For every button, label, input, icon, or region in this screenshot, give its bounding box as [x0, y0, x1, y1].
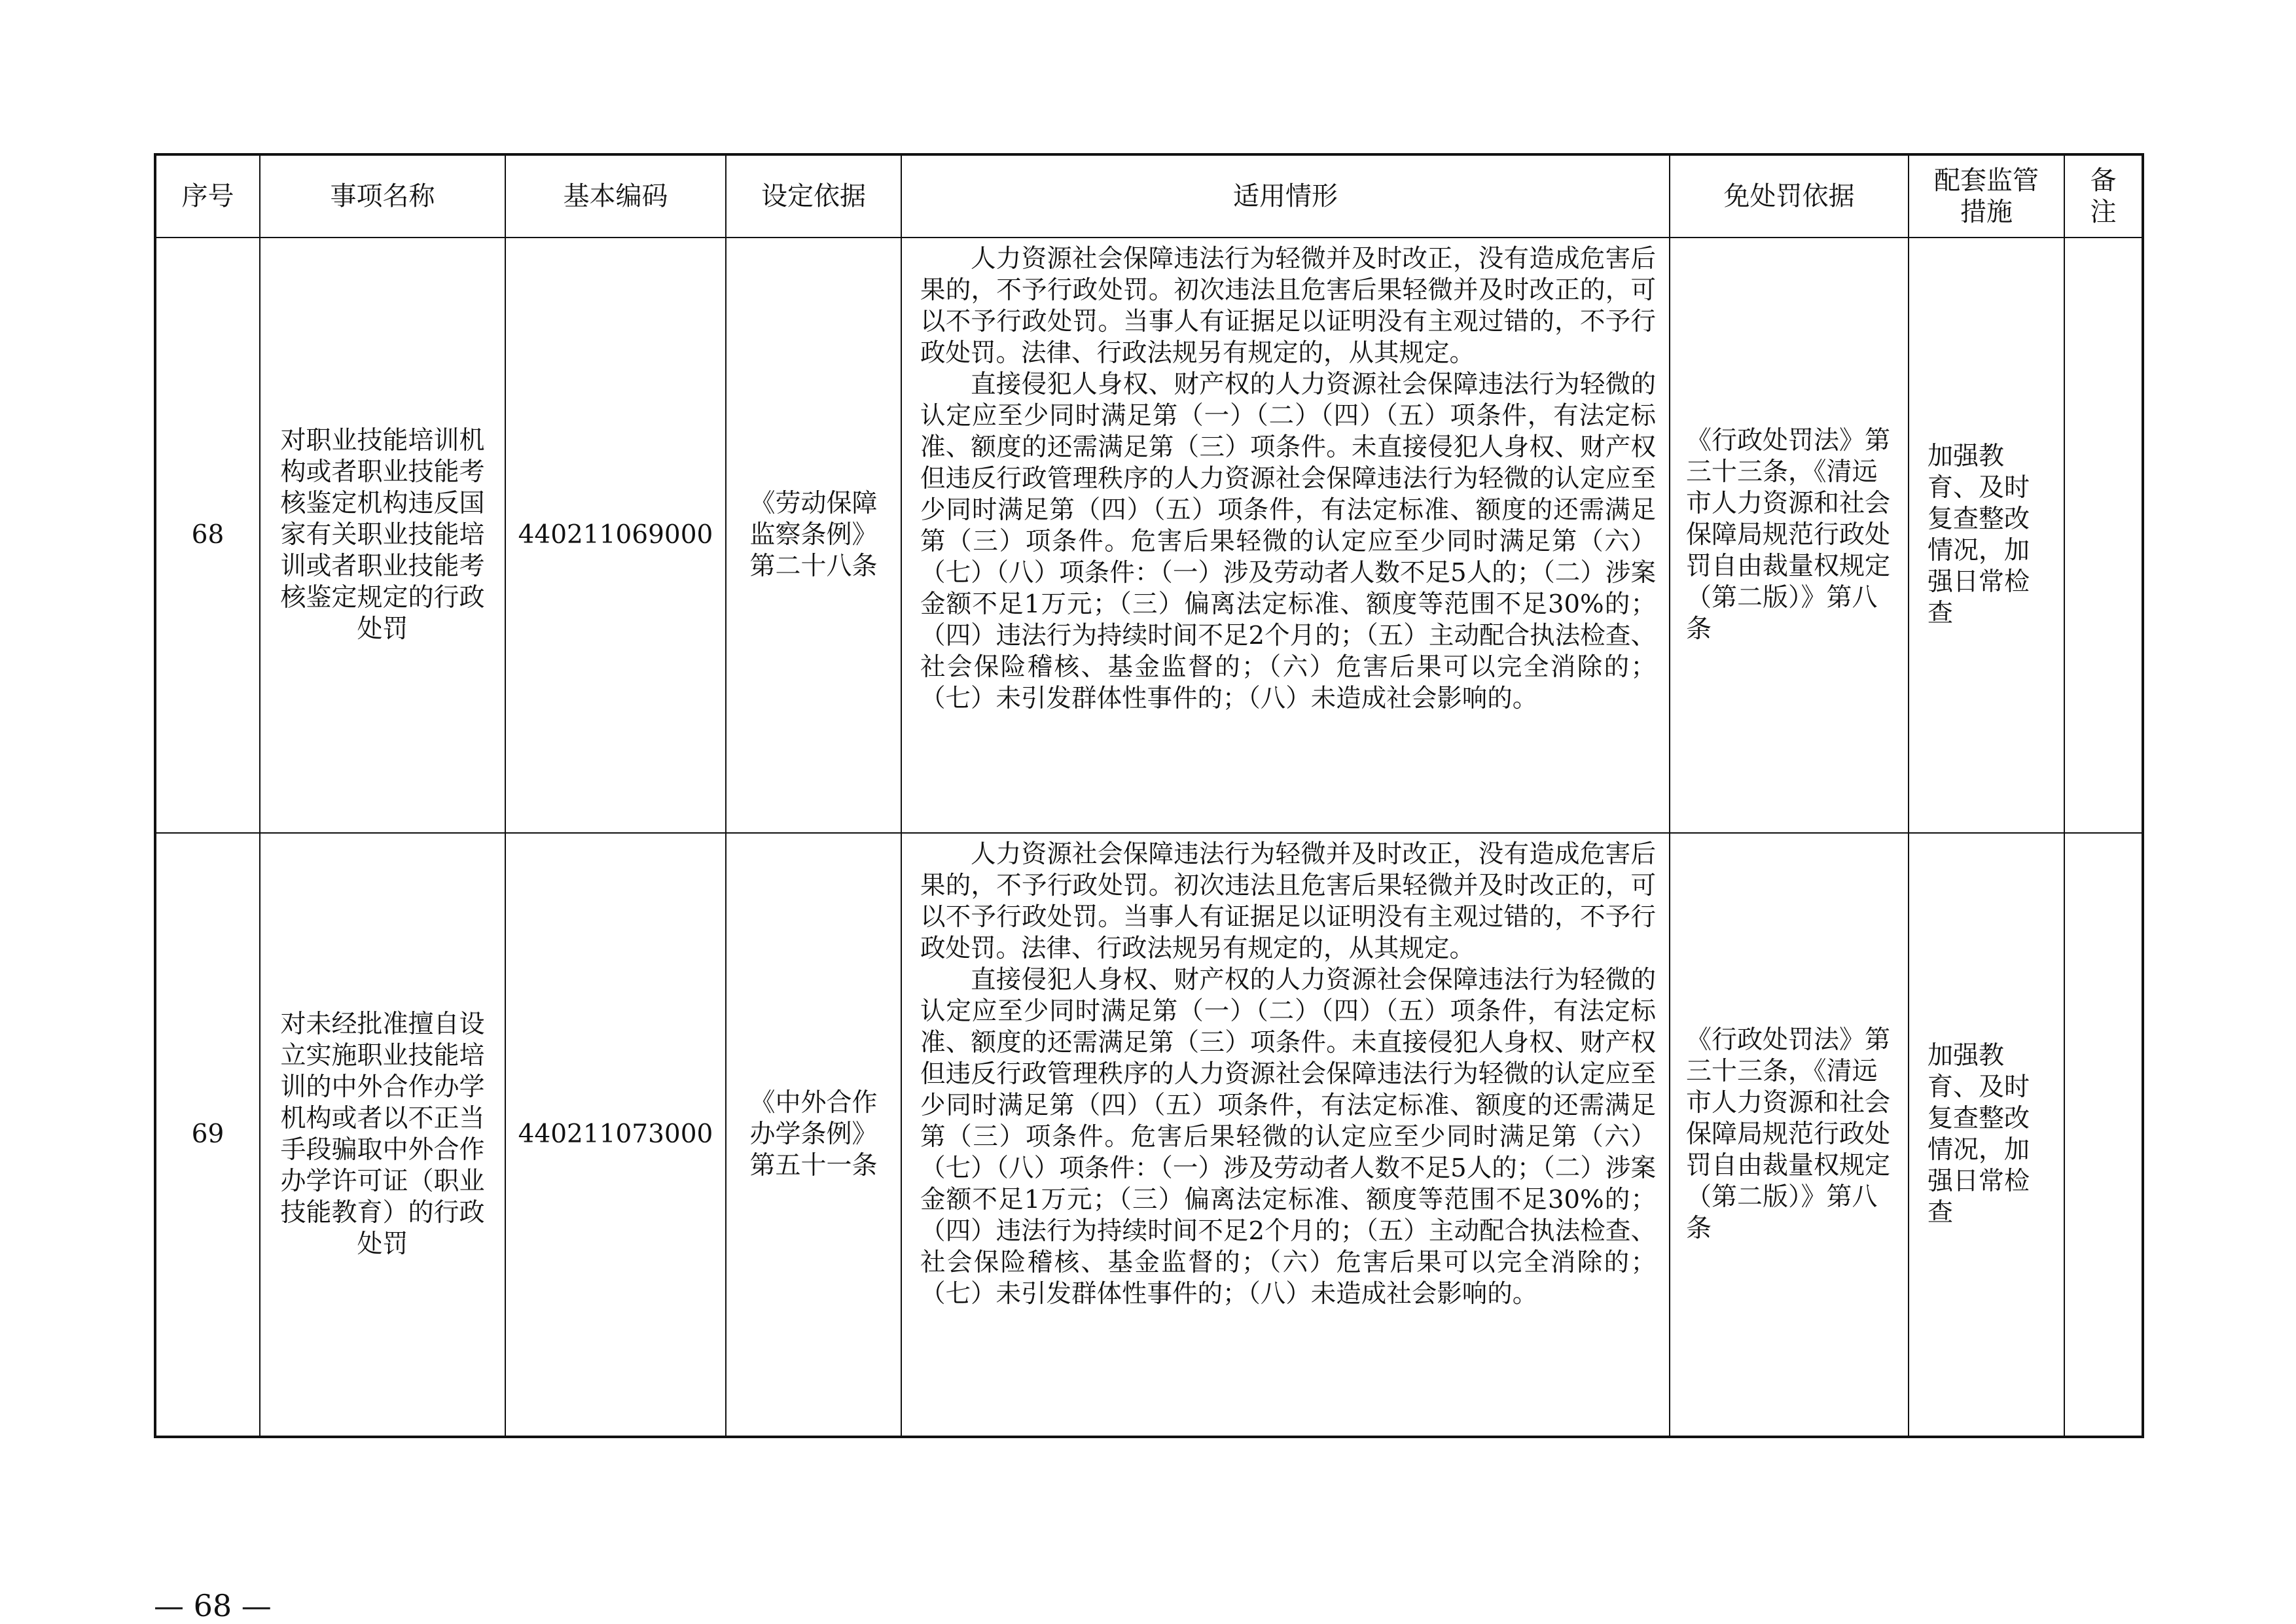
- row-exemption: 《行政处罚法》第三十三条，《清远市人力资源和社会保障局规范行政处罚自由裁量权规定（第二版）》第八条: [1670, 238, 1909, 833]
- conditions-paragraph-1: 人力资源社会保障违法行为轻微并及时改正，没有造成危害后果的，不予行政处罚。初次违法且危害后果轻微并及时改正的，可以不予行政处罚。当事人有证据足以证明没有主观过错的，不予行政处罚。法律、行政法规另有规定的，从其规定。: [920, 839, 1656, 963]
- col-header-conditions: 适用情形: [901, 154, 1670, 238]
- row-notes: [2064, 833, 2143, 1437]
- col-header-basis: 设定依据: [726, 154, 901, 238]
- row-seq: 69: [155, 833, 260, 1437]
- col-header-code: 基本编码: [505, 154, 726, 238]
- regulation-table-container: [154, 153, 2144, 1438]
- row-code: 440211069000: [505, 238, 726, 833]
- row-basis: 《劳动保障监察条例》第二十八条: [726, 238, 901, 833]
- row-measures: 加强教育、及时复查整改情况，加强日常检查: [1909, 238, 2064, 833]
- page-number: — 68 —: [154, 1588, 272, 1623]
- conditions-paragraph-2: 直接侵犯人身权、财产权的人力资源社会保障违法行为轻微的认定应至少同时满足第（一）（二）（四）（五）项条件，有法定标准、额度的还需满足第（三）项条件。未直接侵犯人身权、财产权但违反行政管理秩序的人力资源社会保障违法行为轻微的认定应至少同时满足第（四）（五）项条件，有法定标准、额度的还需满足第（三）项条件。危害后果轻微的认定应至少同时满足第（六）（七）（八）项条件：（一）涉及劳动者人数不足5人的；（二）涉案金额不足1万元；（三）偏离法定标准、额度等范围不足30%的；（四）违法行为持续时间不足2个月的；（五）主动配合执法检查、社会保险稽核、基金监督的；（六）危害后果可以完全消除的；（七）未引发群体性事件的；（八）未造成社会影响的。: [920, 370, 1656, 713]
- table-header-row: [155, 154, 2143, 238]
- row-conditions: [901, 238, 1670, 833]
- conditions-paragraph-2: 直接侵犯人身权、财产权的人力资源社会保障违法行为轻微的认定应至少同时满足第（一）（二）（四）（五）项条件，有法定标准、额度的还需满足第（三）项条件。未直接侵犯人身权、财产权但违反行政管理秩序的人力资源社会保障违法行为轻微的认定应至少同时满足第（四）（五）项条件，有法定标准、额度的还需满足第（三）项条件。危害后果轻微的认定应至少同时满足第（六）（七）（八）项条件：（一）涉及劳动者人数不足5人的；（二）涉案金额不足1万元；（三）偏离法定标准、额度等范围不足30%的；（四）违法行为持续时间不足2个月的；（五）主动配合执法检查、社会保险稽核、基金监督的；（六）危害后果可以完全消除的；（七）未引发群体性事件的；（八）未造成社会影响的。: [920, 965, 1656, 1309]
- col-header-seq: 序号: [155, 154, 260, 238]
- row-notes: [2064, 238, 2143, 833]
- col-header-notes: 备注: [2064, 154, 2143, 238]
- row-item-name: 对未经批准擅自设立实施职业技能培训的中外合作办学机构或者以不正当手段骗取中外合作办学许可证（职业技能教育）的行政处罚: [260, 833, 505, 1437]
- col-header-measures: 配套监管措施: [1909, 154, 2064, 238]
- row-exemption: 《行政处罚法》第三十三条，《清远市人力资源和社会保障局规范行政处罚自由裁量权规定（第二版）》第八条: [1670, 833, 1909, 1437]
- col-header-name: 事项名称: [260, 154, 505, 238]
- row-code: 440211073000: [505, 833, 726, 1437]
- row-seq: 68: [155, 238, 260, 833]
- row-item-name: 对职业技能培训机构或者职业技能考核鉴定机构违反国家有关职业技能培训或者职业技能考核鉴定规定的行政处罚: [260, 238, 505, 833]
- conditions-paragraph-1: 人力资源社会保障违法行为轻微并及时改正，没有造成危害后果的，不予行政处罚。初次违法且危害后果轻微并及时改正的，可以不予行政处罚。当事人有证据足以证明没有主观过错的，不予行政处罚。法律、行政法规另有规定的，从其规定。: [920, 244, 1656, 368]
- table-row: [155, 833, 2143, 1437]
- table-row: [155, 238, 2143, 833]
- col-header-exemption: 免处罚依据: [1670, 154, 1909, 238]
- row-basis: 《中外合作办学条例》第五十一条: [726, 833, 901, 1437]
- row-conditions: [901, 833, 1670, 1437]
- regulation-table: [154, 153, 2144, 1438]
- row-measures: 加强教育、及时复查整改情况，加强日常检查: [1909, 833, 2064, 1437]
